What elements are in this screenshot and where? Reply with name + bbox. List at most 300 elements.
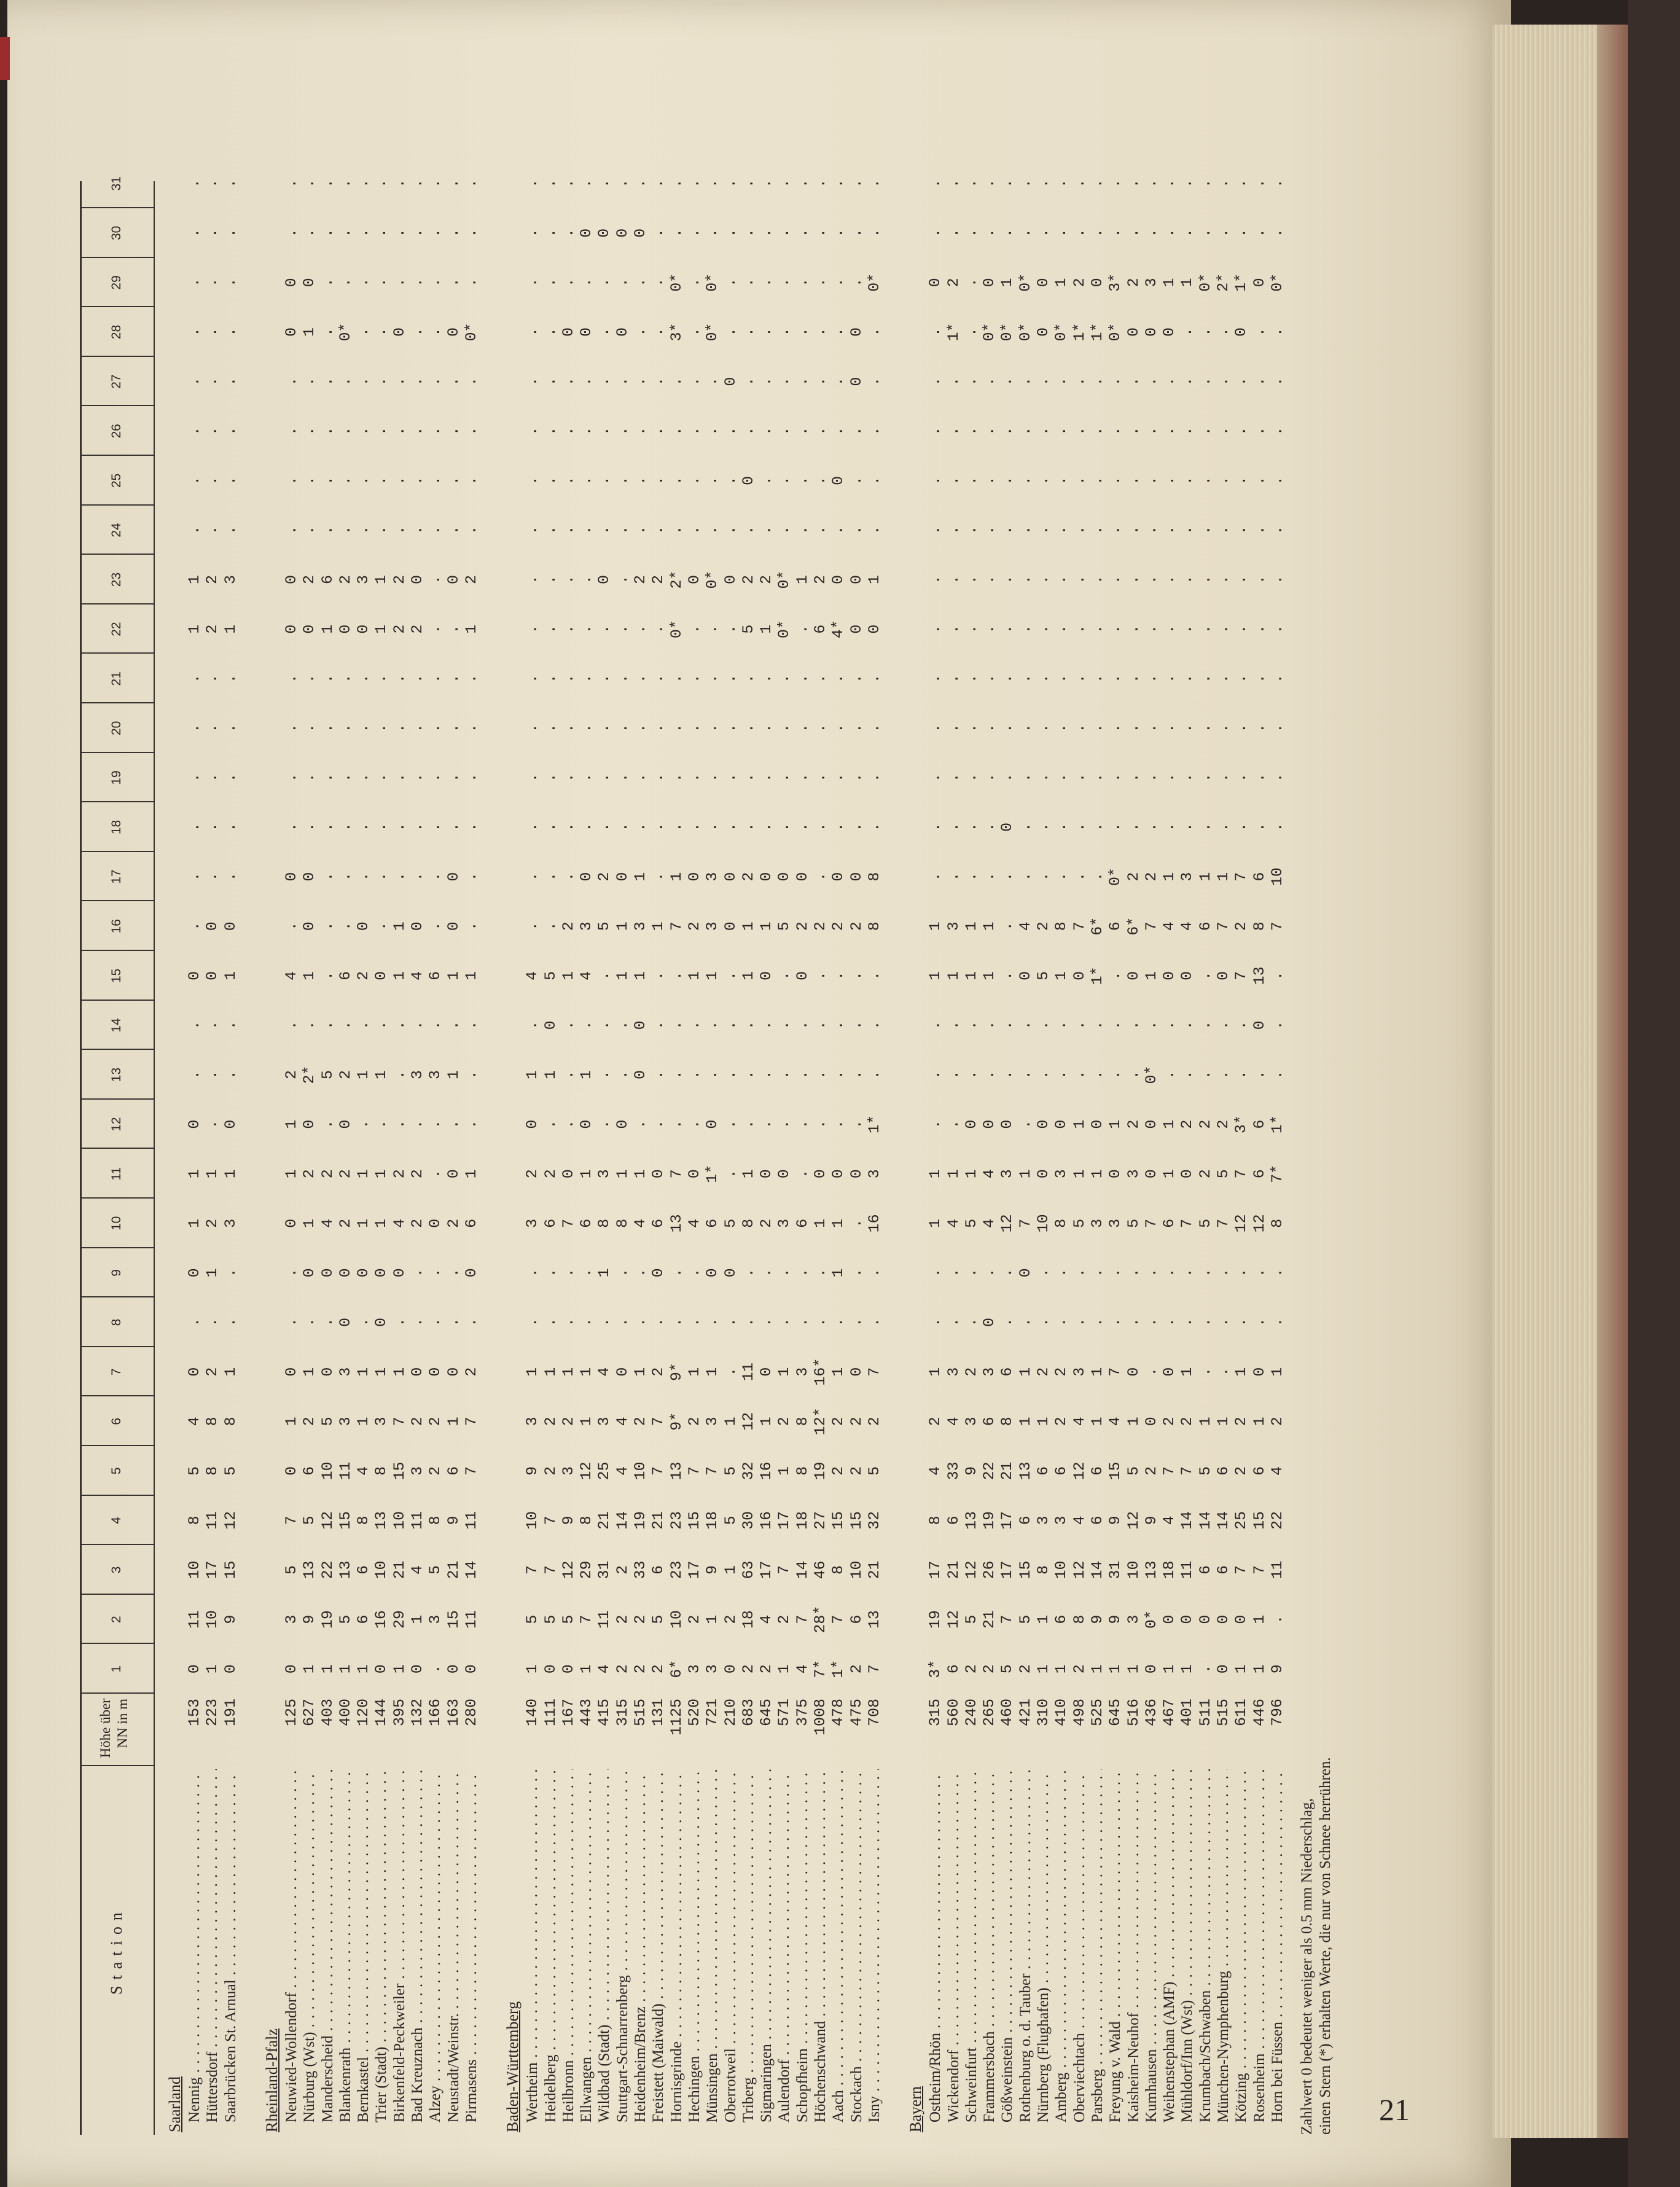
day-value: 0 <box>186 1268 203 1278</box>
day-value: 7 <box>282 1516 300 1525</box>
day-value: . <box>998 971 1017 980</box>
day-value: 2 <box>757 575 776 585</box>
day-value: 6 <box>1052 1614 1071 1624</box>
day-value: 6 <box>354 1565 373 1575</box>
day-value: 4 <box>613 1466 631 1476</box>
day-value: . <box>1088 1268 1106 1278</box>
day-value: 0 <box>980 1119 999 1129</box>
day-value: . <box>1052 823 1071 832</box>
day-value: . <box>426 278 445 288</box>
day-value: . <box>1016 823 1034 832</box>
day-value: . <box>962 228 980 238</box>
day-value: . <box>1106 723 1125 733</box>
day-value: . <box>1124 475 1143 485</box>
day-value: . <box>775 327 794 337</box>
day-header: 14 <box>109 1018 123 1033</box>
day-value: 14 <box>1214 1511 1232 1530</box>
station-elevation: 403 <box>318 1699 337 1727</box>
day-value: 6 <box>847 1614 865 1624</box>
day-value: . <box>354 525 373 535</box>
day-value: 0 <box>444 327 463 337</box>
day-value: . <box>613 278 631 288</box>
day-value: 0* <box>1052 323 1071 342</box>
day-value: . <box>444 1318 463 1328</box>
day-value: 7 <box>667 1169 686 1179</box>
day-value: . <box>944 624 963 634</box>
day-value: 1* <box>944 323 963 342</box>
day-value: . <box>1052 872 1071 882</box>
day-value: . <box>1214 475 1232 485</box>
day-value: . <box>203 723 222 733</box>
day-value: . <box>865 1020 883 1030</box>
day-value: . <box>426 624 445 634</box>
day-value: 0 <box>1160 971 1179 980</box>
day-value: . <box>336 475 354 485</box>
day-value: 4 <box>631 1218 649 1228</box>
day-value: . <box>757 1119 776 1129</box>
day-value: . <box>1106 823 1125 832</box>
day-value: . <box>685 674 703 684</box>
day-value: . <box>462 921 480 931</box>
day-value: . <box>1250 475 1268 485</box>
day-value: . <box>426 674 445 684</box>
day-value: 15 <box>444 1610 463 1629</box>
day-value: 0 <box>649 1268 668 1278</box>
day-value: 18 <box>793 1511 811 1530</box>
day-value: 0 <box>847 327 865 337</box>
day-value: 2 <box>793 921 811 931</box>
day-value: 2 <box>1124 1119 1143 1129</box>
footnote-line-1: Zahlwert 0 bedeutet weniger als 0.5 mm Niederschlag, <box>1299 1798 1316 2135</box>
day-value: 10 <box>631 1461 649 1481</box>
day-value: 1 <box>354 1417 373 1426</box>
day-value: . <box>203 278 222 288</box>
day-value: 4 <box>186 1417 203 1426</box>
day-header: 7 <box>109 1368 123 1375</box>
day-value: . <box>829 723 848 733</box>
day-value: . <box>962 475 980 485</box>
day-value: . <box>1034 525 1052 535</box>
day-value: 13 <box>1142 1560 1160 1579</box>
day-value: . <box>1214 674 1232 684</box>
day-value: . <box>721 475 740 485</box>
day-value: . <box>703 773 722 783</box>
day-value: . <box>372 872 391 882</box>
day-value: . <box>1142 1367 1160 1377</box>
day-value: 0 <box>685 1169 703 1179</box>
station-elevation: 280 <box>462 1699 480 1727</box>
day-value: . <box>595 327 614 337</box>
day-value: . <box>1178 1070 1197 1080</box>
day-value: 0 <box>186 1119 203 1129</box>
station-name: Rothenburg o. d. Tauber . . . <box>1017 1769 1034 2122</box>
day-value: . <box>757 377 776 386</box>
day-value: . <box>282 1318 300 1328</box>
day-value: . <box>408 872 426 882</box>
day-value: 1 <box>1232 1664 1251 1674</box>
day-value: 3 <box>408 1466 426 1476</box>
day-value: . <box>426 575 445 585</box>
day-value: 15 <box>221 1560 240 1579</box>
day-value: . <box>847 278 865 288</box>
day-value: . <box>1016 575 1034 585</box>
day-value: . <box>1160 426 1179 436</box>
day-value: . <box>186 426 203 436</box>
day-value: . <box>811 823 829 832</box>
day-value: . <box>221 179 240 189</box>
day-value: . <box>1088 1318 1106 1328</box>
day-value: . <box>865 327 883 337</box>
day-value: . <box>1052 426 1071 436</box>
day-value: . <box>1106 971 1125 980</box>
day-value: . <box>318 475 337 485</box>
day-value: 0* <box>865 273 883 292</box>
day-value: . <box>757 475 776 485</box>
day-value: . <box>523 624 542 634</box>
day-value: 1 <box>221 624 240 634</box>
day-value: . <box>998 377 1017 386</box>
day-value: 26 <box>980 1560 999 1579</box>
day-value: 4 <box>577 971 596 980</box>
day-value: . <box>559 377 577 386</box>
station-elevation: 516 <box>1124 1699 1143 1727</box>
day-value: . <box>523 228 542 238</box>
day-value: . <box>1088 525 1106 535</box>
day-value: . <box>649 278 668 288</box>
day-header: 23 <box>109 572 123 587</box>
day-value: . <box>426 921 445 931</box>
day-value: 0 <box>408 575 426 585</box>
day-value: . <box>685 773 703 783</box>
day-value: 3 <box>595 1417 614 1426</box>
day-value: . <box>372 377 391 386</box>
day-value: . <box>595 971 614 980</box>
day-value: . <box>847 179 865 189</box>
day-value: . <box>372 525 391 535</box>
day-value: . <box>186 525 203 535</box>
day-value: . <box>559 278 577 288</box>
day-value: . <box>962 377 980 386</box>
day-value: . <box>721 1169 740 1179</box>
day-value: . <box>1034 723 1052 733</box>
day-value: 2 <box>541 1169 560 1179</box>
day-value: 0 <box>559 1664 577 1674</box>
day-value: 0 <box>1214 971 1232 980</box>
station-elevation: 132 <box>408 1699 426 1727</box>
day-value: 1 <box>390 1367 408 1377</box>
day-value: . <box>523 525 542 535</box>
day-value: . <box>1070 1268 1088 1278</box>
day-value: . <box>577 773 596 783</box>
day-value: . <box>1088 179 1106 189</box>
day-value: 3 <box>408 1070 426 1080</box>
day-value: . <box>186 674 203 684</box>
day-value: . <box>390 1318 408 1328</box>
day-value: . <box>462 773 480 783</box>
day-value: 13 <box>667 1214 686 1233</box>
day-value: . <box>739 327 757 337</box>
day-value: 1 <box>300 1367 319 1377</box>
day-value: . <box>998 1020 1017 1030</box>
day-value: 12 <box>1124 1511 1143 1530</box>
day-value: 1 <box>944 971 963 980</box>
day-value: 11 <box>462 1610 480 1629</box>
day-value: . <box>980 426 999 436</box>
day-value: . <box>757 773 776 783</box>
station-elevation: 125 <box>282 1699 300 1727</box>
day-value: . <box>847 1119 865 1129</box>
day-value: 7 <box>462 1417 480 1426</box>
day-value: 3 <box>775 1218 794 1228</box>
day-value: 1 <box>186 624 203 634</box>
day-value: 1 <box>1160 278 1179 288</box>
day-value: . <box>649 1070 668 1080</box>
day-value: 0 <box>372 1318 391 1328</box>
day-value: . <box>1214 1318 1232 1328</box>
day-value: . <box>1232 823 1251 832</box>
day-value: 2 <box>1034 921 1052 931</box>
day-value: 1* <box>1088 323 1106 342</box>
day-value: . <box>1142 1318 1160 1328</box>
day-value: 2 <box>1178 1417 1197 1426</box>
day-value: . <box>336 674 354 684</box>
day-value: 2 <box>408 1169 426 1179</box>
day-value: 1 <box>1160 1119 1179 1129</box>
day-value: 0 <box>613 1367 631 1377</box>
day-value: . <box>1160 179 1179 189</box>
day-value: 2 <box>300 1417 319 1426</box>
day-value: . <box>667 426 686 436</box>
day-value: 16 <box>865 1214 883 1233</box>
day-value: . <box>354 228 373 238</box>
day-value: 1 <box>186 575 203 585</box>
day-value: 29 <box>577 1560 596 1579</box>
day-value: 0 <box>390 327 408 337</box>
day-value: . <box>926 575 945 585</box>
day-value: 2 <box>1268 1417 1286 1426</box>
day-value: . <box>595 179 614 189</box>
day-value: . <box>462 1020 480 1030</box>
day-value: . <box>1142 1268 1160 1278</box>
day-value: . <box>757 525 776 535</box>
day-value: 2 <box>282 1070 300 1080</box>
day-value: 11 <box>462 1511 480 1530</box>
day-value: . <box>1232 228 1251 238</box>
day-value: 6 <box>354 1614 373 1624</box>
day-value: . <box>1196 971 1214 980</box>
day-value: . <box>1250 575 1268 585</box>
station-name: Wertheim . . . <box>523 1769 541 2122</box>
day-value: . <box>847 1318 865 1328</box>
day-value: . <box>559 823 577 832</box>
station-elevation: 498 <box>1070 1699 1088 1727</box>
day-value: 4 <box>793 1664 811 1674</box>
day-value: . <box>203 674 222 684</box>
day-value: . <box>980 624 999 634</box>
day-value: 4 <box>980 1169 999 1179</box>
day-value: . <box>595 773 614 783</box>
day-value: 0 <box>595 228 614 238</box>
day-value: . <box>721 674 740 684</box>
station-elevation: 223 <box>203 1699 222 1727</box>
day-value: 1* <box>1268 1115 1286 1134</box>
day-value: 2 <box>1142 1466 1160 1476</box>
day-value: 1 <box>462 971 480 980</box>
day-value: . <box>408 1119 426 1129</box>
day-value: 1 <box>1034 1664 1052 1674</box>
day-value: 1 <box>1016 1417 1034 1426</box>
day-value: 2 <box>1016 1664 1034 1674</box>
day-value: 3 <box>221 1218 240 1228</box>
day-value: . <box>408 723 426 733</box>
day-value: . <box>318 228 337 238</box>
day-value: . <box>1142 674 1160 684</box>
day-value: 1 <box>354 1218 373 1228</box>
day-value: 2 <box>613 1614 631 1624</box>
day-value: 0 <box>721 1664 740 1674</box>
day-value: . <box>649 327 668 337</box>
day-value: . <box>1268 525 1286 535</box>
day-value: . <box>595 1119 614 1129</box>
day-value: 7 <box>1016 1218 1034 1228</box>
day-value: . <box>811 377 829 386</box>
day-value: 8 <box>865 872 883 882</box>
day-header: 9 <box>109 1269 123 1277</box>
day-value: . <box>649 426 668 436</box>
day-value: 7* <box>1268 1164 1286 1183</box>
day-value: . <box>1106 1020 1125 1030</box>
day-value: . <box>1088 872 1106 882</box>
day-value: 0 <box>390 1268 408 1278</box>
day-value: . <box>1232 525 1251 535</box>
day-value: 9 <box>1088 1614 1106 1624</box>
day-value: . <box>444 624 463 634</box>
day-value: . <box>595 426 614 436</box>
day-value: 17 <box>998 1511 1017 1530</box>
day-value: 1 <box>703 1614 722 1624</box>
day-value: . <box>1070 823 1088 832</box>
day-value: 1 <box>203 1169 222 1179</box>
day-value: . <box>300 377 319 386</box>
day-value: 1 <box>1034 1417 1052 1426</box>
day-value: 7 <box>1160 1466 1179 1476</box>
day-header: 8 <box>109 1318 123 1326</box>
day-value: . <box>811 1318 829 1328</box>
day-value: 9 <box>1142 1516 1160 1525</box>
day-value: . <box>541 723 560 733</box>
day-value: 13 <box>1250 966 1268 985</box>
day-value: . <box>595 1020 614 1030</box>
day-value: 9 <box>1106 1516 1125 1525</box>
day-value: . <box>721 624 740 634</box>
day-value: 1 <box>372 1070 391 1080</box>
day-value: 4 <box>1268 1466 1286 1476</box>
day-header: 10 <box>109 1216 123 1230</box>
day-value: . <box>865 1070 883 1080</box>
day-value: 1 <box>541 1367 560 1377</box>
day-value: . <box>577 475 596 485</box>
day-value: 1 <box>577 1169 596 1179</box>
day-value: . <box>595 674 614 684</box>
day-value: . <box>962 525 980 535</box>
day-value: . <box>318 823 337 832</box>
day-value: 5 <box>775 921 794 931</box>
day-header: 21 <box>109 671 123 686</box>
day-value: . <box>980 475 999 485</box>
day-value: 3* <box>1232 1115 1251 1134</box>
day-value: 5 <box>282 1565 300 1575</box>
day-value: . <box>847 723 865 733</box>
day-value: 2 <box>962 1664 980 1674</box>
day-value: 0 <box>300 1119 319 1129</box>
day-value: 0 <box>703 1119 722 1129</box>
day-value: 7 <box>649 1417 668 1426</box>
day-value: . <box>721 525 740 535</box>
day-value: . <box>354 723 373 733</box>
day-value: . <box>703 624 722 634</box>
day-value: . <box>1070 426 1088 436</box>
day-value: 4 <box>757 1614 776 1624</box>
station-name: Freyung v. Wald . . . <box>1106 1769 1124 2122</box>
day-value: 3 <box>1142 278 1160 288</box>
day-value: 4 <box>944 1417 963 1426</box>
day-value: . <box>926 475 945 485</box>
day-value: 0* <box>667 273 686 292</box>
day-value: . <box>926 525 945 535</box>
day-value: 9 <box>1268 1664 1286 1674</box>
day-value: 1 <box>1250 1614 1268 1624</box>
station-elevation: 611 <box>1232 1699 1251 1727</box>
day-value: . <box>1178 773 1197 783</box>
day-value: . <box>721 278 740 288</box>
day-value: 1 <box>282 1417 300 1426</box>
day-value: 0 <box>847 1169 865 1179</box>
day-value: 5 <box>739 624 757 634</box>
day-value: 2 <box>685 921 703 931</box>
day-value: 1* <box>865 1115 883 1134</box>
day-value: . <box>577 179 596 189</box>
day-value: . <box>221 872 240 882</box>
station-name: Wickendorf . . . <box>945 1769 963 2122</box>
day-value: 1 <box>1196 872 1214 882</box>
day-value: . <box>541 525 560 535</box>
station-elevation: 144 <box>372 1699 391 1727</box>
day-value: . <box>1124 179 1143 189</box>
day-value: . <box>300 674 319 684</box>
day-value: . <box>1268 1070 1286 1080</box>
day-value: 2 <box>300 1169 319 1179</box>
day-value: . <box>1142 823 1160 832</box>
station-elevation: 240 <box>962 1699 980 1727</box>
day-value: 3 <box>703 1417 722 1426</box>
day-value: 12 <box>1070 1461 1088 1481</box>
day-value: . <box>811 674 829 684</box>
day-value: 6 <box>1250 872 1268 882</box>
day-value: . <box>998 228 1017 238</box>
day-value: 3 <box>793 1367 811 1377</box>
day-value: 0* <box>703 323 722 342</box>
station-name: Horn bei Füssen . . . <box>1268 1769 1286 2122</box>
day-value: 4 <box>944 1218 963 1228</box>
day-value: 4 <box>408 971 426 980</box>
station-elevation: 520 <box>685 1699 703 1727</box>
day-value: 63 <box>739 1560 757 1579</box>
day-value: 1 <box>221 1367 240 1377</box>
day-value: 3 <box>577 921 596 931</box>
day-value: . <box>1196 723 1214 733</box>
day-value: . <box>685 475 703 485</box>
day-value: . <box>667 773 686 783</box>
